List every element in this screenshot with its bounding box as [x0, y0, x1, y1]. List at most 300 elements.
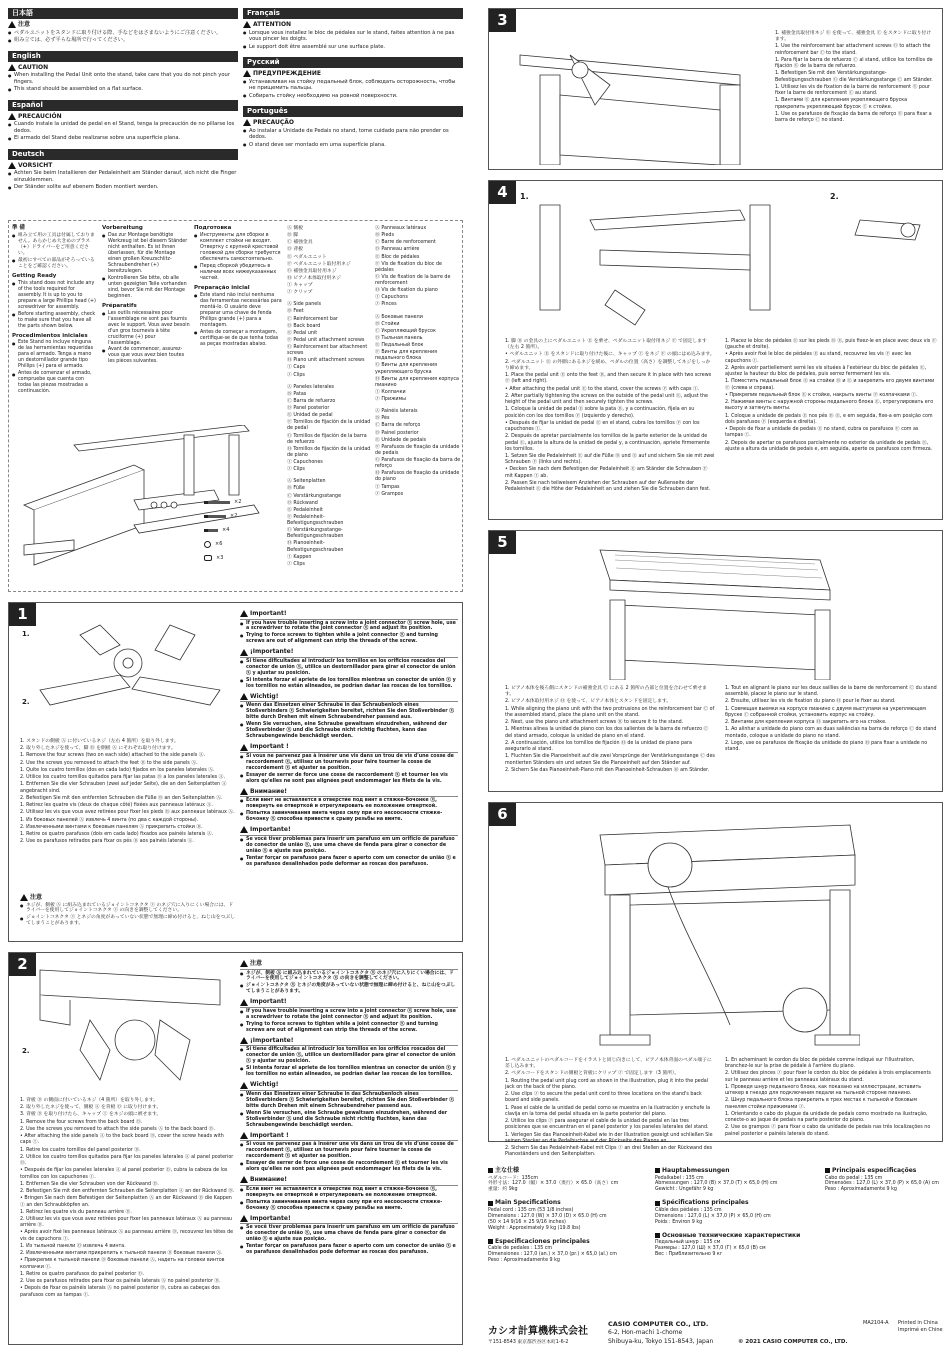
- spec-line: Peso : Aproximadamente 9 kg: [488, 1258, 560, 1264]
- step-1-line: 2. Utilisez les vis que vous avez retirées pour fixer les pieds Ⓑ aux panneaux latéraux Ⓐ.: [20, 810, 235, 816]
- step-4-illustration: [520, 200, 930, 330]
- step-2-line: 2. Use the screws you removed to attach the side panels Ⓐ to the back board Ⓓ.: [20, 1126, 215, 1132]
- lang-header-ja: 日本語: [8, 8, 238, 19]
- lang-header-de: Deutsch: [8, 149, 238, 160]
- important-title: Importante!: [240, 1215, 458, 1225]
- warning-icon: [243, 119, 251, 126]
- step-1-line: 1. Quite los cuatro tornillos (dos en cada lado) fijados en los paneles laterales Ⓐ.: [20, 767, 215, 773]
- step-3-line: 1. Use os parafusos de fixação da barra de reforço Ⓖ para fixar a barra de reforço Ⓒ no stand.: [775, 111, 932, 124]
- step-4-sub1: 1.: [520, 192, 529, 201]
- part-item: Ⓗ Tornillos de fijación de la unidad de piano: [287, 446, 371, 458]
- caution-section: [8, 8, 238, 192]
- prep-title-es: Procedimientos iniciales: [12, 332, 88, 339]
- spec-line: Câble des pédales : 135 cm: [655, 1207, 722, 1213]
- spec-line: Dimensiones : 127,0 (an.) × 37,0 (pr.) × 65,0 (al.) cm: [488, 1252, 617, 1258]
- spec-line: Peso : Aproximadamente 9 kg: [825, 1187, 897, 1193]
- step-5-line: 2. Ensuite, utilisez les vis de fixation du piano Ⓗ pour le fixer au stand.: [725, 699, 896, 705]
- prep-item: ● Before starting assembly, check to make sure that you have all the parts shown below.: [12, 312, 96, 330]
- prep-item: ● 組み立て用の工具は付属しておりません。あらかじめ大きめのプラス（+）ドライバーをご用意ください。: [12, 233, 96, 257]
- spec-line: Dimensions : 127,0 (L) × 37,0 (P) × 65,0 (H) cm: [655, 1213, 771, 1219]
- spec-title: Spécifications principales: [655, 1199, 815, 1207]
- parts-list-ja-en-es-de: [287, 225, 373, 569]
- step-4-text-left: [505, 338, 715, 494]
- step-1-line: 2. Use the screws you removed to attach the feet Ⓑ to the side panels Ⓐ.: [20, 760, 198, 766]
- part-item: Ⓐ Боковые панели: [375, 314, 423, 320]
- warning-icon: [8, 113, 16, 120]
- important-title: ¡Importante!: [240, 1037, 458, 1047]
- step-4-number: 4: [489, 181, 516, 204]
- step-4-line: • After attaching the pedal unit Ⓔ to the stand, cover the screws Ⓕ with caps Ⓘ.: [505, 386, 700, 392]
- step-3-line: 1. Use the reinforcement bar attachment screws Ⓖ to attach the reinforcement bar Ⓒ to the stand.: [775, 44, 931, 56]
- spec-block: [655, 1199, 815, 1225]
- step-4-line: • ペダルユニット Ⓔ をスタンドに取り付けた後に、キャップ Ⓘ をネジ Ⓕ の頭にはめ込みます。: [505, 352, 715, 358]
- parts-en: [287, 302, 373, 378]
- part-item: Ⓒ Barra de reforço: [375, 423, 421, 429]
- specs-col-2: [655, 1167, 815, 1264]
- warning-icon: [240, 610, 248, 617]
- caution-ja: 注意: [8, 21, 238, 29]
- important-item: ● Trying to force screws to tighten while a joint connector ⓧ and turning screws are out of alignment can strip the threads of the screw.: [240, 1022, 458, 1034]
- prep-item: ● Avant de commencer, assurez-vous que vous avez bien toutes les pièces suivantes.: [102, 347, 190, 365]
- part-item: Ⓔ Педальный блок: [375, 343, 424, 348]
- part-item: Ⓙ Прижимы: [375, 397, 406, 402]
- important-item: ● Essayer de serrer de force une cosse de raccordement ⓧ et tourner les vis alors qu'elles ne sont pas alignées peut endommager les filets de la vis.: [240, 773, 458, 785]
- step-4-line: 2. Passen Sie nach teilweisem Anziehen der Schrauben auf der Außenseite der Pedaleinheit Ⓔ die Höhe der Pedaleinheit an und ziehen Sie die Schrauben dann fest.: [505, 480, 711, 493]
- step-6-line: 1. Pase el cable de la unidad de pedal como se muestra en la ilustración y enchufe la clavija en la toma del pedal situada en la parte posterior del piano.: [505, 1105, 711, 1117]
- important-item: ● Si tiene dificultades al introducir los tornillos en los orificios roscados del conector de unión ⓧ, utilice un destornillador para girar el conector de unión ⓧ y ajustar su posición.: [240, 1047, 458, 1065]
- step-2-number: 2: [9, 953, 36, 976]
- step-4-line: • Decken Sie nach dem Befestigen der Pedaleinheit Ⓔ am Ständer die Schrauben Ⓕ mit Kappen Ⓘ ab.: [505, 467, 708, 479]
- caution-item: ● O stand deve ser montado em uma superfície plana.: [243, 142, 463, 149]
- important-item: ● Wenn das Einsetzen einer Schraube in das Schraubenloch eines Stoßverbinders ⓧ Schwierigkeiten bereitet, richten Sie den Stoßverbinder ⓧ bitte durch Drehen mit einem Schraubendreher passend aus.: [240, 1092, 458, 1110]
- step-4-line: • Depois de fixar a unidade de pedais Ⓔ no stand, cubra os parafusos Ⓕ com as tampas Ⓘ.: [725, 427, 919, 439]
- warning-icon: [20, 894, 28, 901]
- caution-item: ● Lorsque vous installez le bloc de pédales sur le stand, faites attention à ne pas vous pincer les doigts.: [243, 30, 463, 43]
- step-5-line: 1. Совмещая выемки на корпусе пианино с двумя выступами на укрепляющем бруске Ⓒ собранной стойки, установить корпус на стойку.: [725, 706, 926, 718]
- part-item: Ⓕ ペダルユニット取付用ネジ: [287, 261, 351, 267]
- part-item: Ⓘ Capuchons: [375, 295, 408, 301]
- prep-title-ja: 準 備: [12, 225, 25, 231]
- step-5-line: 2. ピアノ本体取付用ネジ Ⓗ を使って、ピアノ本体とスタンドを固定します。: [505, 699, 672, 705]
- step-4-line: 1. 脚 Ⓑ の金具の上にペダルユニット Ⓔ を乗せ、ペダルユニット取付用ネジ Ⓕ で固定します（左右 2 箇所）。: [505, 339, 707, 351]
- cap-icon: [204, 541, 211, 548]
- warning-icon: [240, 1215, 248, 1222]
- spec-line: Dimensões : 127,0 (L) × 37,0 (P) × 65,0 (A) cm: [825, 1181, 939, 1187]
- address-en-2: Shibuya-ku, Tokyo 151-8543, Japan: [608, 1338, 714, 1345]
- part-item: Ⓘ Tampas: [375, 484, 400, 490]
- qty-j: ×3: [216, 554, 224, 561]
- part-item: Ⓖ Verstärkungsstange-Befestigungsschrauben: [287, 528, 344, 540]
- part-item: Ⓒ Barra de refuerzo: [287, 398, 336, 404]
- prep-item: ● Antes de começar a montagem, certifique-se de que tenha todas as peças mostradas abaixo.: [194, 330, 282, 348]
- part-item: Ⓐ Seitenplatten: [287, 479, 326, 485]
- prep-item: ● Les outils nécessaires pour l'assemblage ne sont pas fournis avec le support. Vous avez besoin d'un gros tournevis à tête cruciforme (+) pour l'assemblage.: [102, 311, 190, 347]
- screw-f-icon: [204, 501, 230, 504]
- part-item: Ⓕ Pedaleinheit-Befestigungsschrauben: [287, 514, 344, 526]
- step-5-line: 2. Logo, use os parafusos de fixação da unidade do piano Ⓗ para fixar a unidade no stand.: [725, 740, 928, 753]
- part-item: Ⓘ Caps: [287, 365, 306, 371]
- caution-item: ● Le support doit être assemblé sur une surface plate.: [243, 44, 463, 51]
- lang-header-fr: Français: [243, 8, 463, 19]
- part-item: Ⓑ Feet: [287, 309, 304, 315]
- footer: [488, 1320, 946, 1348]
- step-6-line: 2. Utilice los clips Ⓙ para asegurar el cable de la unidad de pedal en las tres posiciones que se encuentran en el panel posterior y los paneles laterales del stand.: [505, 1119, 709, 1131]
- spec-block: [655, 1232, 815, 1258]
- step-3-number: 3: [489, 9, 516, 32]
- spec-block: [825, 1167, 945, 1193]
- step-5-illustration: [590, 540, 850, 680]
- part-item: Ⓗ ピアノ本体取付用ネジ: [287, 275, 341, 281]
- prep-title-de: Vorbereitung: [102, 225, 143, 231]
- qty-h: ×4: [222, 526, 230, 533]
- part-item: Ⓒ Barre de renforcement: [375, 240, 436, 246]
- important-title: ¡Importante!: [240, 648, 458, 658]
- important-item: ● Если винт не вставляется в отверстие под винт в стяжке-бочонке ⓧ, повернуть ее отверткой и отрегулировать ее положение отверткой.: [240, 1187, 458, 1199]
- warning-icon: [240, 649, 248, 656]
- address-ja: 〒151-8543 東京都渋谷区本町1-6-2: [488, 1340, 569, 1345]
- step-3-line: 1. Befestigen Sie mit den Verstärkungsstange-Befestigungsschrauben Ⓖ die Verstärkungsstange Ⓒ am Ständer.: [775, 71, 933, 83]
- spec-title: Основные технические характеристики: [655, 1232, 815, 1240]
- step-1-line: 2. 取り外したネジを使って、脚 Ⓑ を側板 Ⓐ にそれぞれ取り付けます。: [20, 746, 176, 752]
- spec-title: Hauptabmessungen: [655, 1167, 815, 1175]
- step-4-line: 2. ペダルユニット Ⓔ の外側にあるネジを緩め、ペダルの位置（高さ）を調整してネジをしっかり締めます。: [505, 359, 711, 371]
- step-2-line: • Después de fijar los paneles laterales Ⓐ al panel posterior Ⓓ, cubra la cabeza de los tornillos con los capuchones Ⓘ.: [20, 1168, 228, 1180]
- step-5-line: 2. Винтами для крепления корпуса Ⓗ закрепить его на стойке.: [725, 720, 887, 726]
- important-item: ● If you have trouble inserting a screw into a joint connector ⓧ screw hole, use a screwdriver to rotate the joint connector ⓧ and adjust its position.: [240, 1009, 458, 1021]
- spec-line: Размеры : 127,0 (Ш) × 37,0 (Г) × 65,0 (В) см: [655, 1246, 766, 1252]
- warning-icon: [240, 1176, 248, 1183]
- step-6-line: 1. Проведя шнур педального блока, как показано на иллюстрации, вставить штекер в гнездо для подключения педали на тыльной стороне пианино.: [725, 1084, 922, 1097]
- qty-g: ×2: [230, 512, 238, 519]
- step-2-line: 2. Извлеченными винтами прикрепить к тыльной панели Ⓓ боковые панели Ⓐ.: [20, 1251, 223, 1257]
- part-item: Ⓑ Стойки: [375, 321, 400, 327]
- important-item: ● Wenn Sie versuchen, eine Schraube gewaltsam einzudrehen, während der Stoßverbinder ⓧ und die Schraube nicht richtig fluchten, kann das Schraubengewinde beschädigt werden.: [240, 1111, 458, 1129]
- step-6-line: 1. En acheminant le cordon du bloc de pédale comme indiqué sur l'illustration, branchez-le sur la prise de pédale à l'arrière du piano.: [725, 1058, 915, 1070]
- part-item: Ⓓ Тыльная панель: [375, 335, 423, 341]
- spec-line: Gewicht : Ungefähr 9 kg: [655, 1187, 714, 1193]
- step-6-line: 1. Routing the pedal unit plug cord as shown in the illustration, plug it into the pedal jack on the back of the piano.: [505, 1078, 709, 1090]
- spec-line: Pedalkabel : 135 cm: [655, 1175, 704, 1181]
- part-item: Ⓐ Painéis laterais: [375, 409, 418, 415]
- step-2-line: 2. Use os parafusos retirados para fixar os painéis laterais Ⓐ no painel posterior Ⓓ.: [20, 1279, 221, 1285]
- lang-header-ru: Русский: [243, 57, 463, 68]
- prep-item: ● Este Stand no incluye ninguna de las herramientas requeridas para el armado. Tenga a mano un destornillador grande tipo Phillips (+) para el armado.: [12, 340, 96, 370]
- step-1-number: 1: [9, 603, 36, 626]
- step-5-line: 1. Ao alinhar a unidade do piano com as duas saliências na barra de reforço Ⓒ do stand montado, coloque a unidade do piano no stand.: [725, 727, 937, 739]
- part-item: Ⓔ Unidad de pedal: [287, 413, 333, 419]
- step-6-illustration: [590, 815, 860, 1050]
- step-6-line: 2. Шнур педального блока прикрепить в трех местах к тыльной и боковым панелям стойки прижимами Ⓙ.: [725, 1098, 917, 1110]
- step-6-line: 2. Utilisez des pinces Ⓙ pour fixer le cordon du bloc de pédales à trois emplacements sur le panneau arrière et les panneaux latéraux du stand.: [725, 1071, 931, 1083]
- part-item: Ⓕ Tornillos de fijación de la unidad de pedal: [287, 420, 371, 432]
- step-6-line: 1. Verlegen Sie das Pianoeinheit-Kabel wie in der Illustration gezeigt und schließen Sie seinen Stecker an die Pedalbuchse auf der Rückseite des Pianos an.: [505, 1132, 713, 1144]
- warning-icon: [240, 999, 248, 1006]
- step-4-line: 2. Après avoir partiellement serré les vis situées à l'extérieur du bloc de pédales Ⓔ, ajustez la hauteur du bloc de pédales, puis serrez fermement les vis.: [725, 365, 927, 378]
- part-item: Ⓖ Parafusos de fixação da barra de reforço: [375, 458, 461, 470]
- step-3-line: 1. 補強金具取付用ネジ Ⓖ を使って、補強金具 Ⓒ をスタンドに取り付けます。: [775, 31, 932, 43]
- caution-section-right: [243, 8, 463, 149]
- step-4-line: 1. Coloque a unidade de pedais Ⓔ nos pés Ⓑ Ⓔ, e em seguida, fixe-a em posição com dois parafusos Ⓕ (esquerda e direita).: [725, 413, 933, 425]
- step-5-line: 2. Sichern Sie das Pianoeinheit-Piano mit den Pianoeinheit-Schrauben Ⓗ am Ständer.: [505, 767, 710, 773]
- step-6-line: 1. Orientando o cabo do plugue da unidade de pedais como mostrado na ilustração, conecte-o ao jaque de pedais na parte posterior do piano.: [725, 1111, 928, 1124]
- warning-icon: [240, 826, 248, 833]
- warning-icon: [243, 21, 251, 28]
- step-2-sub2: 2.: [22, 1047, 30, 1055]
- step-2-line: 3. 背板 Ⓓ を取り付けたら、キャップ Ⓘ をネジの頭に被せます。: [20, 1112, 162, 1118]
- step-2-line: • After attaching the side panels Ⓐ to the back board Ⓓ, cover the screw heads with caps Ⓘ.: [20, 1134, 224, 1146]
- step-6-line: 2. Use clips Ⓙ to secure the pedal unit cord to three locations on the stand's back board and side panels.: [505, 1092, 702, 1104]
- step-5-line: 2. Next, use the piano unit attachment screws Ⓗ to secure it to the stand.: [505, 720, 684, 726]
- part-item: Ⓑ Füße: [287, 486, 305, 492]
- part-item: Ⓑ Patas: [287, 391, 307, 397]
- step-1-line: 1. Retire os quatro parafusos (dois em cada lado) fixados aos painéis laterais Ⓐ.: [20, 832, 214, 838]
- part-item: Ⓖ Tornillos de fijación de la barra de refuerzo: [287, 433, 367, 445]
- part-item: Ⓗ Parafusos de fixação da unidade do piano: [375, 471, 460, 483]
- note-item: ● ネジが、側板 Ⓐ に組み込まれているジョイントコネクタ ⓧ のネジ穴に入りにくい場合には、ドライバーを使用してジョイントコネクタ ⓧ の向きを調整してください。: [240, 971, 458, 983]
- part-item: Ⓑ Pés: [375, 416, 390, 422]
- step-1-note: 注意 ● ネジが、側板 Ⓐ に組み込まれているジョイントコネクタ ⓧ のネジ穴に入りにくい場合には、ドライバーを使用してジョイントコネクタ ⓧ の向きを調整してください。 ● ジョイントコネクタ ⓧ とネジの角度があっていない状態で無理に締め付けると、ねじ山をつぶしてしまうことがあります。: [20, 892, 235, 928]
- parts-fr: [375, 226, 461, 309]
- prep-item: ● This stand does not include any of the tools required for assembly. It is up to you to prepare a large Phillips head (+) screwdriver for assembly.: [12, 281, 96, 311]
- part-item: Ⓙ クリップ: [287, 290, 313, 296]
- step-4-line: 2. Нажимая винты с наружной стороны педального блока Ⓔ, отрегулировать его высоту и затянуть винты.: [725, 400, 934, 412]
- important-title: Wichtig!: [240, 1081, 458, 1091]
- step-5-text-right: [725, 685, 937, 754]
- step-2-line: 1. Retire os quatro parafusos do painel posterior Ⓓ.: [20, 1271, 145, 1277]
- step-1-text: [20, 738, 235, 847]
- step-4-line: 1. Поместить педальный блок Ⓔ на стойки Ⓑ и Ⓔ и закрепить его двумя винтами Ⓕ (слева и справа).: [725, 379, 935, 391]
- part-item: Ⓗ Винты для крепления корпуса пианино: [375, 376, 459, 388]
- step-1-line: 1. スタンドの側板 Ⓐ に付いているネジ（左右 4 箇所）を取り外します。: [20, 739, 179, 744]
- part-item: Ⓒ Reinforcement bar: [287, 316, 338, 322]
- caution-ru: ПРЕДУПРЕЖДЕНИЕ: [243, 70, 463, 78]
- step-2-line: • Depois de fixar os painéis laterais Ⓐ no painel posterior Ⓓ, cubra as cabeças dos parafusos com as tampas Ⓘ.: [20, 1286, 220, 1298]
- step-2-line: 2. Utilice los cuatro tornillos quitados para fijar los paneles laterales Ⓐ al panel posterior Ⓓ.: [20, 1154, 234, 1167]
- spec-title: Main Specifications: [488, 1199, 638, 1207]
- important-item: ● Попытка завинчивания винта через силу при его несоосности стяжке-бочонку ⓧ способна привести к срыву резьбы на винте.: [240, 811, 458, 823]
- step-6-line: 2. Use os grampos Ⓙ para fixar o cabo da unidade de pedais nas três localizações no painel posterior e painéis laterais do stand.: [725, 1125, 931, 1137]
- spec-title: 主な仕様: [488, 1167, 638, 1175]
- company-ja: カシオ計算機株式会社: [488, 1326, 588, 1337]
- qty-i: ×6: [215, 540, 223, 547]
- important-item: ● Si vous ne parvenez pas à insérer une vis dans un trou de vis d'une cosse de raccordement ⓧ, utilisez un tournevis pour faire tourner la cosse de raccordement ⓧ et ajuster sa position.: [240, 754, 458, 772]
- important-title: Important!: [240, 610, 458, 620]
- step-6-text-right: [725, 1057, 937, 1139]
- step-1-line: 2. Use os parafusos retirados para fixar os pés Ⓑ aos painéis laterais Ⓐ.: [20, 839, 194, 845]
- caution-de: VORSICHT: [8, 162, 238, 170]
- part-item: Ⓗ Piano unit attachment screws: [287, 358, 365, 364]
- step-3-line: 1. Para fijar la barra de refuerzo Ⓒ al stand, utilice los tornillos de fijación Ⓖ de la barra de refuerzo.: [775, 57, 933, 70]
- step-2-illustration: [30, 960, 235, 1090]
- step-5-line: 1. ピアノ本体を後ろ側にスタンドの補強金具 Ⓒ にある 2 箇所の凸部と位置を合わせて乗せます。: [505, 686, 707, 698]
- step-1-line: 2. Befestigen Sie mit den entfernten Schrauben die Füße Ⓑ an den Seitenplatten Ⓐ.: [20, 795, 223, 801]
- part-item: Ⓖ Vis de fixation de la barre de renforcement: [375, 274, 451, 286]
- warning-icon: [8, 162, 16, 169]
- warning-icon: [8, 21, 16, 28]
- part-item: Ⓕ Pedal unit attachment screws: [287, 337, 365, 343]
- small-parts-icons: [204, 495, 284, 565]
- part-item: Ⓒ 補強金具: [287, 240, 313, 246]
- lang-header-es: Español: [8, 100, 238, 111]
- caution-item: ● When installing the Pedal Unit onto the stand, take care that you do not pinch your fingers.: [8, 72, 238, 85]
- copyright: © 2021 CASIO COMPUTER CO., LTD.: [738, 1339, 848, 1345]
- prep-title-fr: Préparatifs: [102, 302, 137, 309]
- part-item: Ⓒ Укрепляющий брусок: [375, 328, 436, 334]
- important-item: ● Si intenta forzar el apriete de los tornillos mientras un conector de unión ⓧ y los tornillos no están alineados, se podrían dañar las roscas de los tornillos.: [240, 678, 458, 690]
- spec-line: Вес : Приблизительно 9 кг: [655, 1252, 723, 1258]
- caution-item: ● Собирать стойку необходимо на ровной поверхности.: [243, 93, 463, 100]
- part-item: Ⓕ Parafusos de fixação da unidade de pedais: [375, 444, 460, 456]
- important-title: Important !: [240, 1132, 458, 1142]
- important-item: ● Essayer de serrer de force une cosse de raccordement ⓧ et tourner les vis alors qu'elles ne sont pas alignées peut endommager les filets de la vis.: [240, 1161, 458, 1173]
- step-4-line: 2. Después de apretar parcialmente los tornillos de la parte exterior de la unidad de pedal Ⓔ, ajuste la altura de la unidad de pedal y, a continuación, apriete firmemente los tornillos.: [505, 434, 710, 452]
- printed-fr: Imprimé en Chine: [898, 1327, 943, 1333]
- spec-title: Especificaciones principales: [488, 1238, 638, 1246]
- step-2-line: 1. Из тыльной панели Ⓓ извлечь 4 винта.: [20, 1243, 126, 1249]
- spec-block: [488, 1199, 638, 1231]
- prep-col-2: [102, 225, 190, 366]
- part-item: Ⓘ Kappen: [287, 554, 312, 560]
- step-2-line: 1. Retire los cuatro tornillos del panel posterior Ⓓ.: [20, 1147, 141, 1153]
- warning-icon: [240, 788, 248, 795]
- spec-block: [655, 1167, 815, 1193]
- step-5-line: 2. A continuación, utilice los tornillos de fijación Ⓗ de la unidad de piano para asegurarlo al stand.: [505, 740, 692, 753]
- company-en: CASIO COMPUTER CO., LTD.: [608, 1320, 709, 1328]
- part-item: Ⓐ Side panels: [287, 302, 322, 308]
- important-title: Внимание!: [240, 1176, 458, 1186]
- caution-item: ● El armado del Stand debe realizarse sobre una superficie plana.: [8, 135, 238, 142]
- step-5-text-left: [505, 685, 715, 775]
- part-item: Ⓐ Paneles laterales: [287, 384, 335, 390]
- prep-item: ● 最初にすべての部品がそろっていることをご確認ください。: [12, 258, 96, 270]
- spec-line: Педальный шнур : 135 см: [655, 1240, 721, 1246]
- important-item: ● Si intenta forzar el apriete de los tornillos mientras un conector de unión ⓧ y los tornillos no están alineados, se podrían dañar las roscas de los tornillos.: [240, 1066, 458, 1078]
- note-title: 注意: [240, 960, 458, 970]
- step-6-text-left: [505, 1057, 715, 1160]
- prep-col-1: [12, 225, 96, 396]
- caution-item: ● This stand should be assembled on a flat surface.: [8, 86, 238, 93]
- step-6-line: 2. ペダルコードをスタンドの側板と背板にクリップ Ⓙ で固定します（3 箇所）。: [505, 1071, 680, 1077]
- part-item: Ⓙ Grampos: [375, 491, 404, 497]
- part-item: Ⓓ Panneau arrière: [375, 247, 420, 253]
- important-item: ● Wenn Sie versuchen, eine Schraube gewaltsam einzudrehen, während der Stoßverbinder ⓧ und die Schraube nicht richtig fluchten, kann das Schraubengewinde beschädigt werden.: [240, 722, 458, 740]
- important-item: ● If you have trouble inserting a screw into a joint connector ⓧ screw hole, use a screwdriver to rotate the joint connector ⓧ and adjust its position.: [240, 621, 458, 633]
- screw-h-icon: [204, 529, 218, 532]
- step-4-line: 2. After partially tightening the screws on the outside of the pedal unit Ⓔ, adjust the height of the pedal unit and then securely tighten the screws.: [505, 393, 708, 406]
- step-2-line: 2. Befestigen Sie mit den entfernten Schrauben die Seitenplatten Ⓐ an der Rückwand Ⓓ.: [20, 1189, 235, 1195]
- part-item: Ⓓ 背板: [287, 247, 303, 253]
- parts-pt: [375, 409, 461, 498]
- step-4-line: 1. Placez le bloc de pédales Ⓔ sur les pieds Ⓑ Ⓔ, puis fixez-le en place avec deux vis Ⓕ (gauche et droite).: [725, 339, 937, 351]
- important-item: ● Попытка завинчивания винта через силу при его несоосности стяжке-бочонку ⓧ способна привести к срыву резьбы на винте.: [240, 1200, 458, 1212]
- caution-item: ● ペダルユニットをスタンドに取り付ける際、手などをはさまないようにご注意ください。: [8, 30, 238, 37]
- step-1-sub1: 1.: [22, 630, 30, 638]
- important-item: ● Trying to force screws to tighten while a joint connector ⓧ and turning screws are out of alignment can strip the threads of the screw.: [240, 633, 458, 645]
- important-item: ● Wenn das Einsetzen einer Schraube in das Schraubenloch eines Stoßverbinders ⓧ Schwierigkeiten bereitet, richten Sie den Stoßverbinder ⓧ bitte durch Drehen mit einem Schraubendreher passend aus.: [240, 703, 458, 721]
- part-item: Ⓑ 脚: [287, 233, 299, 239]
- prep-item: ● Das zur Montage benötigte Werkzeug ist bei diesem Ständer nicht enthalten. Es ist Ihnen überlassen, für die Montage einen großen Kreuzschlitz-Schraubendreher (+) bereitzulegen.: [102, 233, 190, 275]
- step-6-line: 1. ペダルユニットのペダルコードをイラストと同じ向きにして、ピアノ本体背面のペダル端子に差し込みます。: [505, 1058, 712, 1070]
- spec-block: [488, 1167, 638, 1193]
- caution-item: ● Cuando instale la unidad de pedal en el Stand, tenga la precaución de no pillarse los dedos.: [8, 121, 238, 134]
- spec-line: Abmessungen : 127,0 (B) × 37,0 (T) × 65,0 (H) cm: [655, 1181, 778, 1187]
- caution-item: ● Achten Sie beim Installieren der Pedaleinheit am Ständer darauf, sich nicht die Finger einzuklemmen.: [8, 170, 238, 183]
- step-5-line: 1. Fluchten Sie die Pianoeinheit auf die zwei Vorsprünge der Verstärkungsstange Ⓒ des montierten Ständers ein und setzen Sie die Pianoeinheit auf den Ständer auf.: [505, 754, 715, 766]
- prep-title-pt: Preparação inicial: [194, 284, 250, 291]
- important-title: Внимание!: [240, 788, 458, 798]
- part-item: Ⓗ Pianoeinheit-Befestigungsschrauben: [287, 541, 344, 553]
- lang-header-pt: Português: [243, 106, 463, 117]
- step-4-line: • Después de fijar la unidad de pedal Ⓔ en el stand, cubra los tornillos Ⓕ con los capuchones Ⓘ.: [505, 420, 700, 433]
- step-3-line: 1. Utilisez les vis de fixation de la barre de renforcement Ⓖ pour fixer la barre de renforcement Ⓒ au stand.: [775, 84, 930, 97]
- prep-item: ● Kontrollieren Sie bitte, ob alle unten gezeigten Teile vorhanden sind, bevor Sie mit der Montage beginnen.: [102, 276, 190, 300]
- prep-title-en: Getting Ready: [12, 272, 57, 279]
- spec-line: Cabo do pedal : 135 cm: [825, 1175, 883, 1181]
- caution-pt: PRECAUÇÃO: [243, 119, 463, 127]
- spec-line: Cable de pedales : 135 cm: [488, 1246, 553, 1252]
- part-item: Ⓔ Pedal unit: [287, 330, 318, 336]
- part-item: Ⓘ Capuchones: [287, 460, 323, 465]
- step-6-number: 6: [489, 803, 516, 826]
- caution-item: ● Устанавливая на стойку педальный блок, соблюдать осторожность, чтобы не прищемить пальцы.: [243, 79, 463, 92]
- important-title: Important!: [240, 998, 458, 1008]
- step-2-line: 1. Retirez les quatre vis du panneau arrière Ⓓ.: [20, 1209, 132, 1215]
- part-item: Ⓕ Vis de fixation du bloc de pédales: [375, 261, 442, 273]
- part-item: Ⓙ Pinces: [375, 302, 397, 308]
- step-2-line: 2. Utilisez les vis que vous avez retirées pour fixer les panneaux latéraux Ⓐ au panneau arrière Ⓓ.: [20, 1216, 233, 1229]
- step-1-line: 2. Извлеченными винтами к боковым панелям Ⓐ прикрепить стойки Ⓑ.: [20, 824, 203, 830]
- prep-item: ● Перед сборкой убедитесь в наличии всех нижеуказанных частей.: [194, 264, 282, 282]
- step-2-line: 2. 取り外したネジを使って、側板 Ⓐ を背板 Ⓓ に取り付けます。: [20, 1105, 162, 1111]
- step-4-line: 1. Place the pedal unit Ⓔ onto the feet Ⓑ, and then secure it in place with two screws Ⓕ (left and right).: [505, 373, 712, 385]
- step-1-illustration: [20, 615, 235, 733]
- part-item: Ⓙ Clips: [287, 372, 305, 378]
- warning-icon: [240, 1037, 248, 1044]
- step-4-line: • Прикрепив педальный блок Ⓔ к стойке, накрыть винты Ⓕ колпачками Ⓘ.: [725, 392, 918, 398]
- step-4-sub2: 2.: [830, 192, 839, 201]
- warning-icon: [243, 70, 251, 77]
- prep-title-ru: Подготовка: [194, 225, 232, 231]
- specs-col-1: [488, 1167, 638, 1270]
- step-2-important: [240, 957, 458, 1257]
- caution-es: PRECAUCIÓN: [8, 113, 238, 121]
- warning-icon: [240, 1082, 248, 1089]
- step-1-line: 1. Remove the four screws (two on each side) attached to the side panels Ⓐ.: [20, 753, 206, 759]
- warning-icon: [240, 744, 248, 751]
- step-4-line: 2. Depois de apertar os parafusos parcialmente no exterior da unidade de pedais Ⓔ, ajuste a altura da unidade de pedais e, em seguida, aperte os parafusos com firmeza.: [725, 440, 933, 452]
- step-2-line: 1. Entfernen Sie die vier Schrauben von der Rückwand Ⓓ.: [20, 1181, 159, 1187]
- caution-item: ● 組み立ては、必ず平らな場所で行ってください。: [8, 37, 238, 44]
- step-1-important: [240, 607, 458, 869]
- note-item: ● ジョイントコネクタ ⓧ とネジの角度があっていない状態で無理に締め付けると、ねじ山をつぶしてしまうことがあります。: [240, 983, 458, 995]
- step-2-line: • Bringen Sie nach dem Befestigen der Seitenplatten Ⓐ an der Rückwand Ⓓ die Kappen Ⓘ an den Schraubköpfen an.: [20, 1196, 232, 1208]
- important-title: Importante!: [240, 826, 458, 836]
- specs-col-3: [825, 1167, 945, 1199]
- part-item: Ⓖ Reinforcement bar attachment screws: [287, 345, 368, 357]
- qty-f: ×2: [234, 498, 242, 505]
- step-2-line: 1. 背板 Ⓓ の側面に付いているネジ（4 箇所）を取り外します。: [20, 1098, 159, 1103]
- part-item: Ⓒ Verstärkungsstange: [287, 493, 342, 499]
- part-item: Ⓘ Колпачки: [375, 389, 406, 395]
- warning-icon: [8, 64, 16, 71]
- spec-line: (50 × 14 9/16 × 25 9/16 inches): [488, 1219, 566, 1225]
- step-4-line: 1. Setzen Sie die Pedaleinheit Ⓔ auf die Füße Ⓑ und Ⓔ auf und sichern Sie sie mit zwei Schrauben Ⓕ (links und rechts).: [505, 453, 715, 466]
- spec-line: 重量：約 9kg: [488, 1187, 518, 1193]
- part-item: Ⓗ Vis de fixation du piano: [375, 288, 438, 294]
- warning-icon: [240, 960, 248, 967]
- spec-line: Dimensions : 127.0 (W) × 37.0 (D) × 65.0 (H) cm: [488, 1213, 607, 1219]
- parts-ru: [375, 315, 461, 404]
